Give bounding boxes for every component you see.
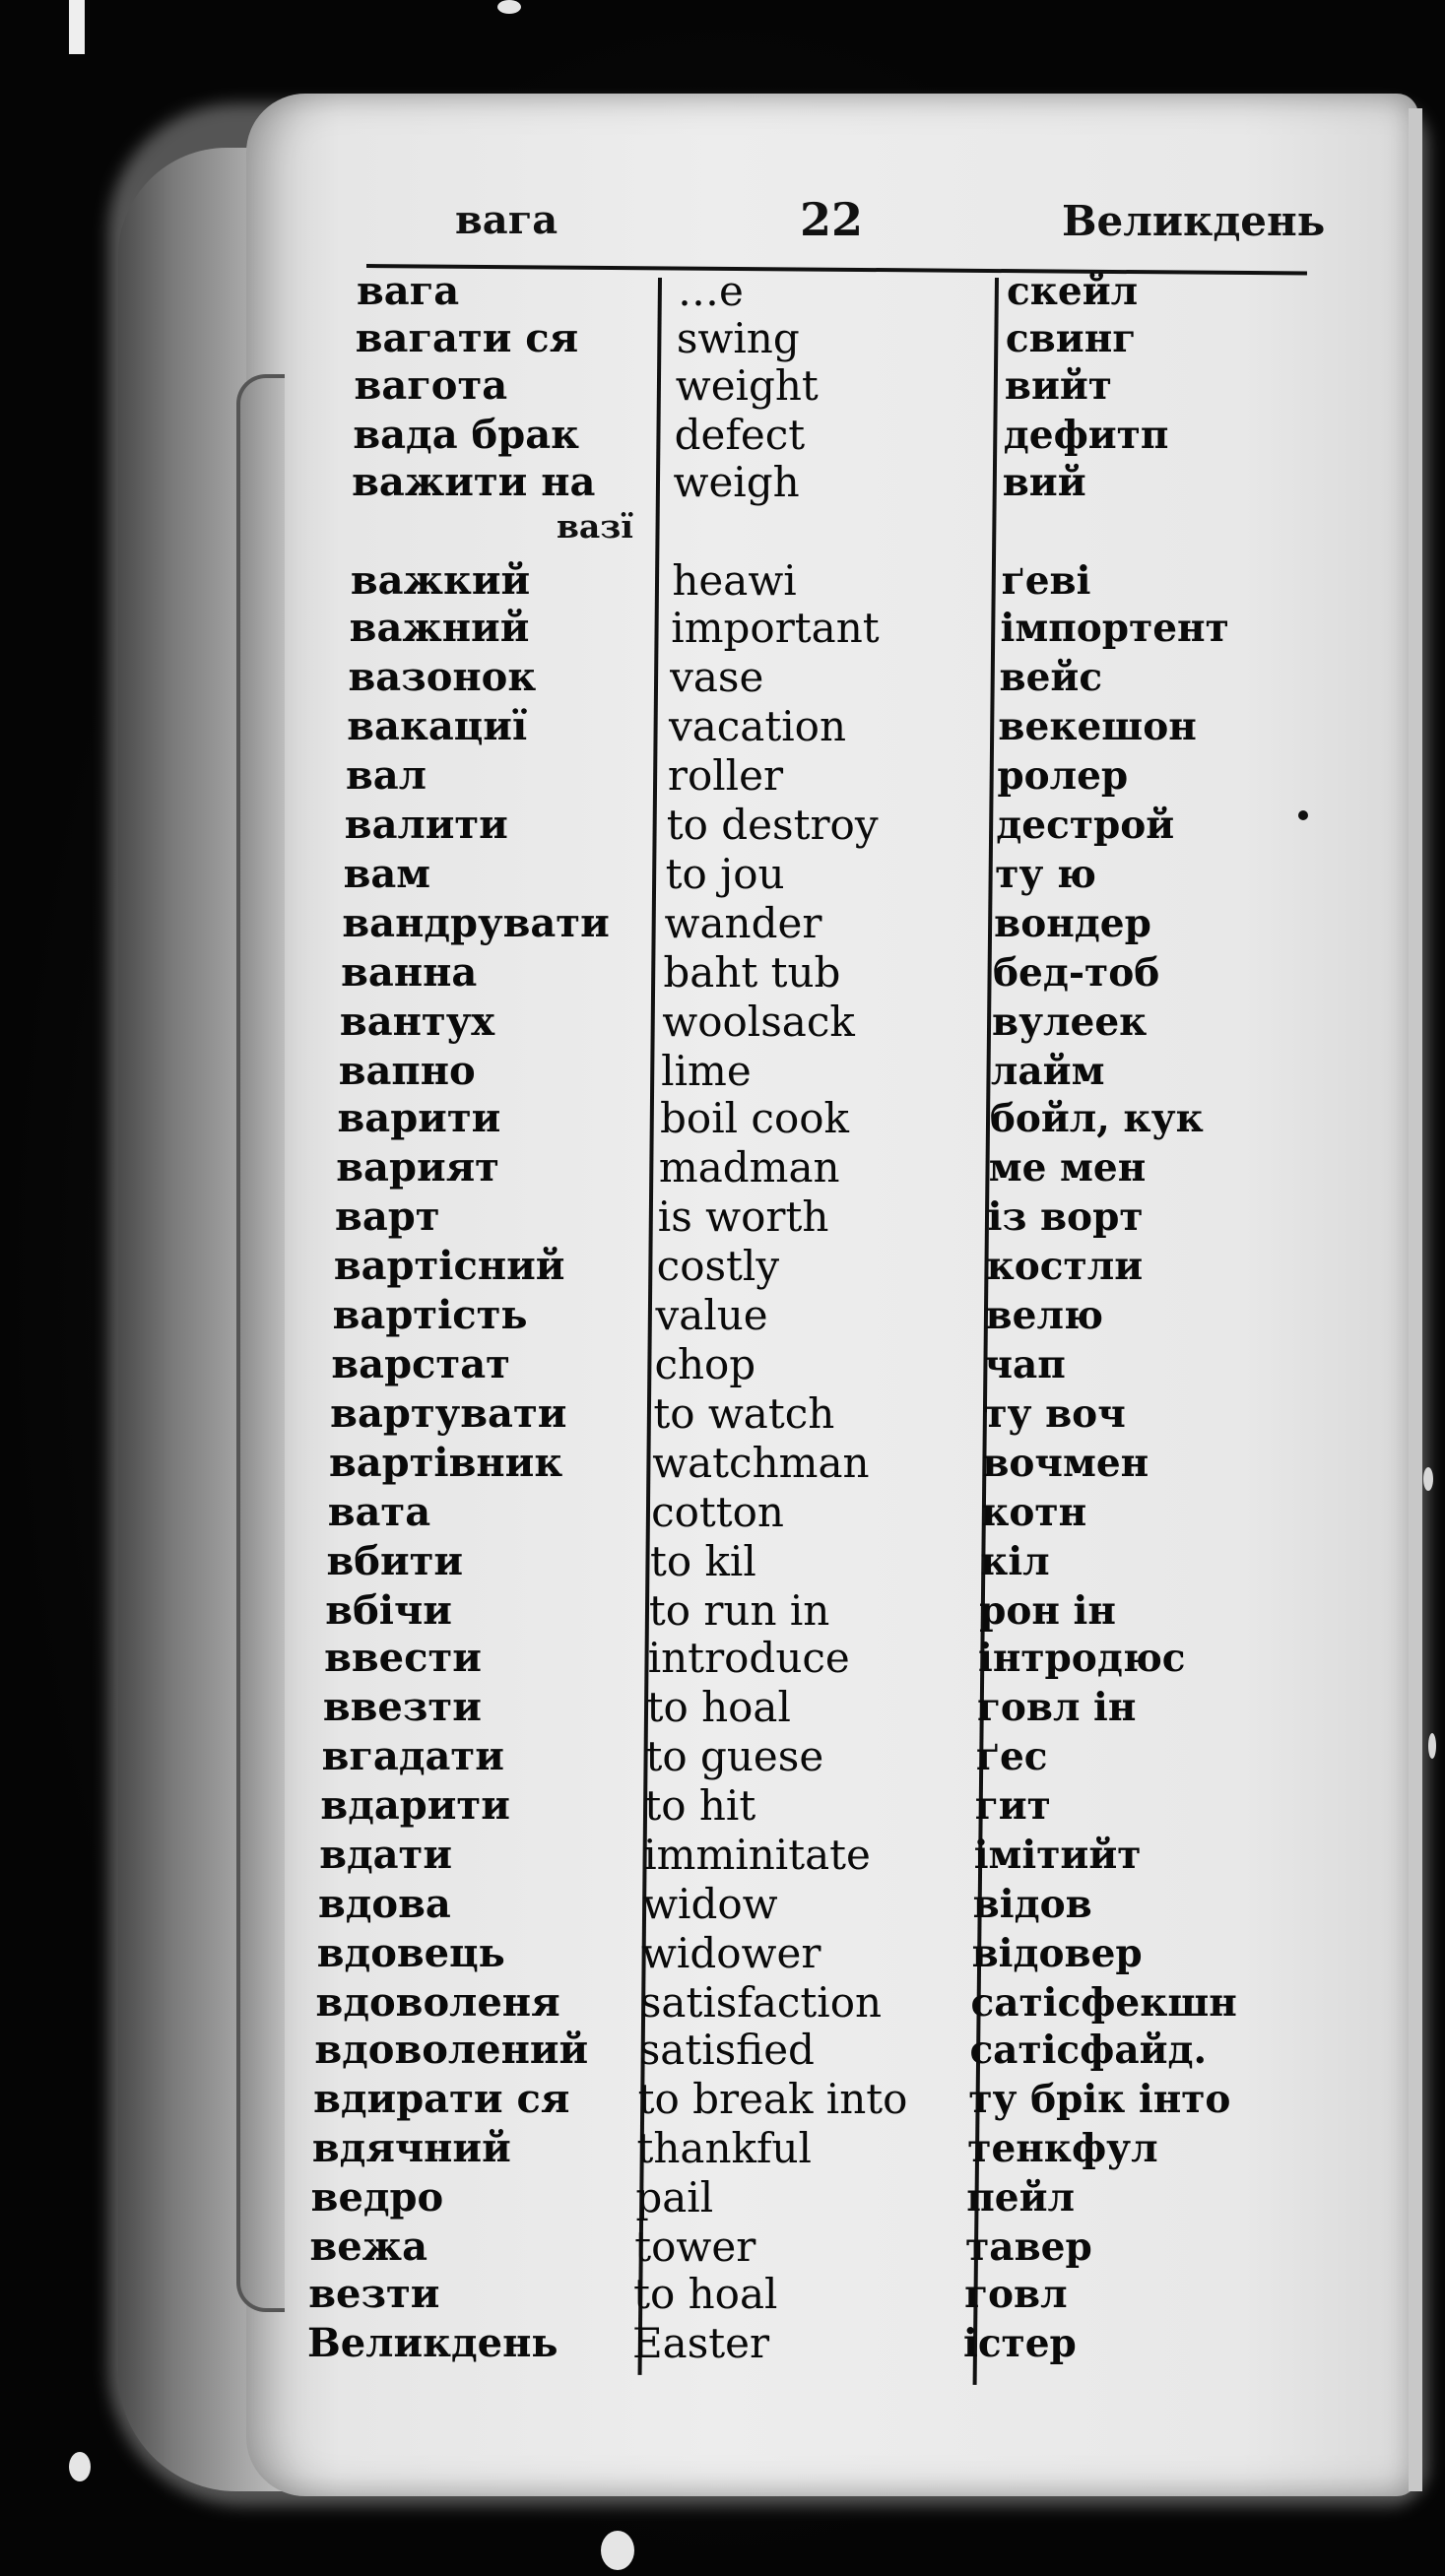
pronunciation: скейл bbox=[1007, 269, 1139, 314]
dictionary-row bbox=[0, 1191, 1445, 1243]
english-translation: satisfied bbox=[638, 2026, 815, 2074]
ukrainian-word: вазонок bbox=[348, 654, 537, 700]
dictionary-row bbox=[0, 997, 1445, 1048]
ukrainian-word: вартість bbox=[332, 1292, 528, 1338]
pronunciation: ту брік інто bbox=[968, 2077, 1231, 2122]
english-translation: baht tub bbox=[663, 948, 841, 997]
pronunciation: сатісфайд. bbox=[969, 2028, 1208, 2073]
dictionary-row bbox=[0, 1731, 1445, 1782]
dictionary-row bbox=[0, 1046, 1445, 1097]
english-translation: widow bbox=[642, 1880, 778, 1928]
dictionary-row bbox=[0, 1633, 1445, 1684]
english-translation: wander bbox=[664, 899, 822, 947]
english-translation: imminitate bbox=[643, 1831, 871, 1879]
pronunciation: із ворт bbox=[987, 1194, 1144, 1240]
dictionary-row bbox=[0, 947, 1445, 998]
dictionary-row bbox=[0, 266, 1445, 317]
ukrainian-word: вапно bbox=[338, 1048, 476, 1094]
pronunciation: тенкфул bbox=[967, 2126, 1158, 2171]
ukrainian-word: вдоволеня bbox=[315, 1979, 560, 2026]
dictionary-row bbox=[0, 457, 1445, 508]
pronunciation: ґес bbox=[975, 1734, 1048, 1779]
dictionary-row bbox=[0, 1977, 1445, 2029]
dictionary-row bbox=[0, 652, 1445, 703]
dictionary-row bbox=[0, 898, 1445, 949]
pronunciation: дестрой bbox=[996, 803, 1175, 848]
ukrainian-word: вагати ся bbox=[355, 315, 579, 361]
pronunciation: істер bbox=[963, 2321, 1077, 2366]
english-translation: to hoal bbox=[646, 1683, 791, 1731]
english-translation: important bbox=[671, 604, 880, 652]
english-translation: widower bbox=[640, 1929, 821, 1977]
pronunciation: ту воч bbox=[983, 1391, 1126, 1437]
scan-speck bbox=[69, 2452, 91, 2481]
pronunciation: інтродюс bbox=[978, 1636, 1186, 1681]
pronunciation: ме мен bbox=[988, 1145, 1147, 1191]
ukrainian-word: вам bbox=[343, 851, 431, 897]
english-translation: vase bbox=[670, 653, 764, 701]
english-translation: to destroy bbox=[666, 801, 879, 849]
ukrainian-word: ввести bbox=[324, 1635, 482, 1681]
english-translation: value bbox=[655, 1291, 768, 1339]
ukrainian-word: варт bbox=[335, 1193, 440, 1240]
pronunciation: вондер bbox=[994, 901, 1151, 946]
dictionary-row bbox=[0, 1682, 1445, 1733]
dictionary-row bbox=[0, 2123, 1445, 2174]
ukrainian-word: вбічи bbox=[325, 1587, 452, 1634]
pronunciation: чап bbox=[984, 1342, 1066, 1387]
pronunciation: кіл bbox=[980, 1539, 1050, 1584]
dictionary-row bbox=[0, 1585, 1445, 1637]
left-guide-word: вага bbox=[455, 197, 558, 243]
pronunciation: імпортент bbox=[1000, 606, 1229, 651]
ukrainian-word: важний bbox=[349, 605, 530, 651]
page-number: 22 bbox=[800, 193, 864, 246]
ukrainian-word: вежа bbox=[309, 2223, 427, 2270]
dictionary-row bbox=[0, 313, 1445, 364]
ukrainian-word: вантух bbox=[339, 998, 495, 1045]
right-guide-word: Великдень bbox=[1062, 197, 1326, 245]
ukrainian-word: вага bbox=[357, 268, 460, 314]
pronunciation: імітийт bbox=[973, 1833, 1142, 1878]
english-translation: weigh bbox=[673, 458, 800, 506]
ukrainian-word: вдати bbox=[319, 1832, 453, 1878]
ukrainian-word: вартувати bbox=[330, 1390, 567, 1437]
english-translation: cotton bbox=[651, 1488, 784, 1536]
dictionary-row bbox=[0, 2172, 1445, 2223]
english-translation: roller bbox=[667, 751, 784, 800]
ukrainian-word: важити на bbox=[352, 459, 596, 505]
dictionary-row bbox=[0, 2222, 1445, 2273]
pronunciation: відов bbox=[972, 1882, 1092, 1927]
scan-speck bbox=[1298, 810, 1308, 820]
english-translation: to run in bbox=[648, 1586, 830, 1635]
dictionary-row bbox=[0, 1388, 1445, 1440]
english-translation: vacation bbox=[669, 702, 846, 750]
english-translation: Easter bbox=[632, 2319, 770, 2367]
scan-speck bbox=[601, 2531, 634, 2570]
english-translation: swing bbox=[676, 314, 800, 362]
pronunciation: вийт bbox=[1004, 363, 1112, 409]
ukrainian-word: варият bbox=[336, 1144, 499, 1191]
dictionary-row bbox=[0, 1487, 1445, 1538]
english-translation: weight bbox=[675, 361, 819, 410]
pronunciation: сатісфекшн bbox=[970, 1980, 1237, 2026]
scan-speck bbox=[497, 0, 521, 14]
english-translation: tower bbox=[634, 2222, 756, 2271]
pronunciation: свинг bbox=[1005, 316, 1137, 361]
dictionary-row bbox=[0, 1780, 1445, 1832]
pronunciation: рон ін bbox=[979, 1588, 1116, 1634]
ukrainian-word: важкий bbox=[350, 557, 531, 604]
dictionary-row bbox=[0, 1536, 1445, 1587]
pronunciation: ґеві bbox=[1001, 558, 1091, 604]
english-translation: to kil bbox=[649, 1537, 756, 1585]
english-translation: thankful bbox=[636, 2124, 812, 2172]
pronunciation: котн bbox=[981, 1490, 1087, 1535]
dictionary-row bbox=[0, 603, 1445, 654]
pronunciation: ролер bbox=[997, 753, 1129, 799]
english-translation: to guese bbox=[645, 1732, 824, 1780]
ukrainian-word: вдарити bbox=[320, 1782, 510, 1829]
ukrainian-word: ванна bbox=[341, 949, 478, 996]
english-translation: chop bbox=[654, 1340, 756, 1388]
dictionary-row bbox=[0, 555, 1445, 607]
dictionary-row bbox=[0, 2269, 1445, 2320]
english-translation: is worth bbox=[657, 1192, 829, 1241]
ukrainian-word: валити bbox=[344, 802, 508, 848]
ukrainian-word: вгадати bbox=[321, 1733, 504, 1779]
pronunciation: бед-тоб bbox=[993, 950, 1160, 996]
ukrainian-word: вдоволений bbox=[314, 2027, 589, 2073]
ukrainian-word: ведро bbox=[310, 2174, 444, 2221]
pronunciation: вий bbox=[1002, 460, 1086, 505]
dictionary-row bbox=[0, 750, 1445, 802]
pronunciation: бойл, кук bbox=[989, 1096, 1204, 1141]
english-translation: lime bbox=[661, 1047, 752, 1095]
dictionary-row bbox=[0, 1241, 1445, 1292]
ukrainian-word: вата bbox=[327, 1489, 431, 1535]
english-translation: to break into bbox=[637, 2075, 908, 2123]
dictionary-row bbox=[0, 2025, 1445, 2076]
ukrainian-word: вдирати ся bbox=[313, 2076, 570, 2122]
continuation-text: вазї bbox=[557, 507, 633, 546]
english-translation: introduce bbox=[647, 1634, 850, 1682]
ukrainian-word: варити bbox=[337, 1095, 501, 1141]
ukrainian-word: везти bbox=[308, 2271, 440, 2317]
dictionary-row bbox=[0, 1142, 1445, 1193]
pronunciation: вейс bbox=[999, 655, 1103, 700]
ukrainian-word: вбити bbox=[326, 1538, 464, 1584]
pronunciation: велю bbox=[985, 1293, 1103, 1338]
dictionary-row bbox=[0, 1290, 1445, 1341]
dictionary-row bbox=[0, 849, 1445, 900]
ukrainian-word: вакациї bbox=[347, 703, 528, 749]
pronunciation: дефитп bbox=[1003, 413, 1169, 458]
english-translation: madman bbox=[658, 1143, 840, 1191]
pronunciation: ту ю bbox=[995, 852, 1096, 897]
pronunciation: пейл bbox=[966, 2175, 1076, 2221]
english-translation: woolsack bbox=[662, 998, 855, 1046]
pronunciation: відовер bbox=[971, 1931, 1143, 1976]
scan-speck bbox=[1423, 1467, 1433, 1491]
english-translation: to hoal bbox=[633, 2270, 778, 2318]
ukrainian-word: вдовець bbox=[316, 1930, 505, 1976]
dictionary-row bbox=[0, 410, 1445, 461]
dictionary-row bbox=[0, 2318, 1445, 2369]
dictionary-row bbox=[0, 360, 1445, 412]
ukrainian-word: ввезти bbox=[322, 1684, 482, 1730]
dictionary-row bbox=[0, 2074, 1445, 2125]
english-translation: to watch bbox=[653, 1389, 835, 1438]
english-translation: to jou bbox=[665, 850, 785, 898]
dictionary-row bbox=[0, 1438, 1445, 1489]
ukrainian-word: вал bbox=[346, 752, 427, 799]
english-translation: …e bbox=[678, 267, 744, 315]
dictionary-row bbox=[0, 1093, 1445, 1144]
ukrainian-word: вартісний bbox=[333, 1243, 565, 1289]
english-translation: defect bbox=[674, 411, 806, 459]
pronunciation: вулеек bbox=[991, 999, 1148, 1045]
dictionary-row bbox=[0, 1830, 1445, 1881]
ukrainian-word: вада брак bbox=[353, 412, 579, 458]
dictionary-row bbox=[0, 800, 1445, 851]
pronunciation: костли bbox=[986, 1244, 1144, 1289]
english-translation: heawi bbox=[672, 556, 797, 605]
pronunciation: лайм bbox=[990, 1049, 1105, 1094]
pronunciation: векешон bbox=[998, 704, 1197, 749]
pronunciation: гит bbox=[974, 1783, 1051, 1829]
dictionary-row bbox=[0, 1928, 1445, 1979]
ukrainian-word: Великдень bbox=[307, 2320, 558, 2366]
ukrainian-word: вдячний bbox=[311, 2125, 511, 2171]
english-translation: to hit bbox=[644, 1781, 756, 1830]
dictionary-row bbox=[0, 1339, 1445, 1390]
pronunciation: говл bbox=[964, 2272, 1068, 2317]
pronunciation: вочмен bbox=[982, 1441, 1149, 1486]
pronunciation: говл ін bbox=[976, 1685, 1137, 1730]
ukrainian-word: вандрувати bbox=[342, 900, 610, 946]
pronunciation: тавер bbox=[965, 2224, 1092, 2270]
dictionary-row bbox=[0, 701, 1445, 752]
ukrainian-word: вартівник bbox=[328, 1440, 563, 1486]
ukrainian-word: вагота bbox=[354, 362, 508, 409]
english-translation: costly bbox=[656, 1242, 780, 1290]
english-translation: pail bbox=[635, 2173, 714, 2222]
english-translation: boil cook bbox=[660, 1094, 849, 1142]
english-translation: watchman bbox=[652, 1439, 870, 1487]
ukrainian-word: варстат bbox=[331, 1341, 510, 1387]
dictionary-row bbox=[0, 1879, 1445, 1930]
english-translation: satisfaction bbox=[639, 1978, 883, 2027]
ukrainian-word: вдова bbox=[317, 1881, 451, 1927]
scan-speck bbox=[1428, 1733, 1436, 1759]
